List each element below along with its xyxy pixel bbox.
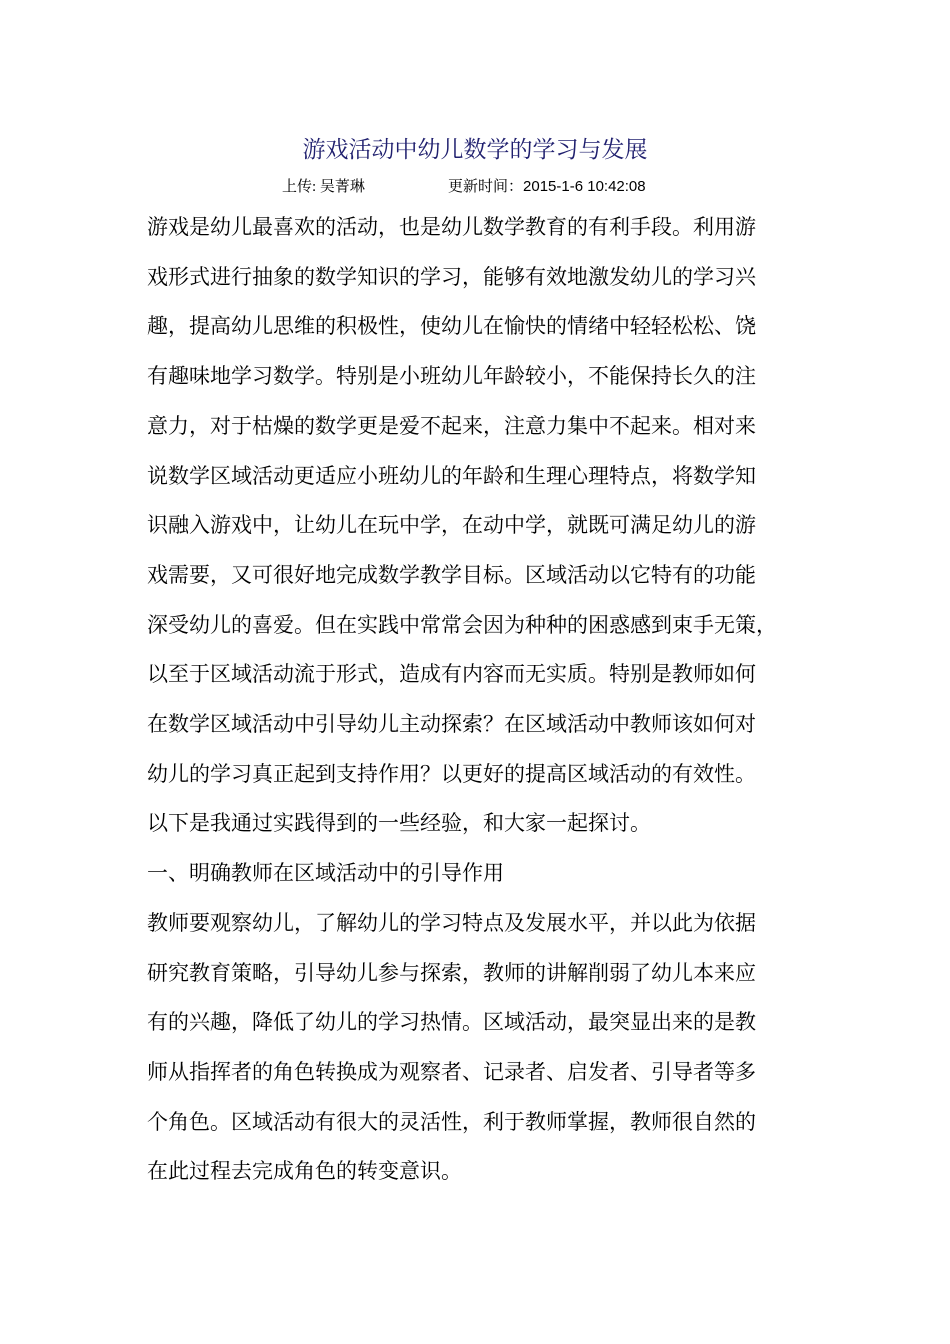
section-heading: 一、明确教师在区域活动中的引导作用 (147, 861, 504, 886)
body-line: 戏形式进行抽象的数学知识的学习，能够有效地激发幼儿的学习兴 (147, 264, 756, 289)
body-line: 在数学区域活动中引导幼儿主动探索？在区域活动中教师该如何对 (147, 712, 756, 737)
body-line: 以下是我通过实践得到的一些经验，和大家一起探讨。 (147, 811, 651, 836)
update-time-value: 2015-1-6 10:42:08 (523, 178, 646, 195)
body-line: 研究教育策略，引导幼儿参与探索，教师的讲解削弱了幼儿本来应 (147, 960, 756, 985)
body-line: 以至于区域活动流于形式，造成有内容而无实质。特别是教师如何 (147, 662, 756, 687)
uploader-info: 上传: 吴菁琳 (282, 179, 365, 195)
body-line: 戏需要，又可很好地完成数学教学目标。区域活动以它特有的功能 (147, 562, 756, 587)
update-time-label: 更新时间： (448, 179, 524, 195)
body-line: 深受幼儿的喜爱。但在实践中常常会因为种种的困惑感到束手无策， (147, 612, 777, 637)
body-line: 意力，对于枯燥的数学更是爱不起来，注意力集中不起来。相对来 (147, 413, 756, 438)
body-line: 有的兴趣，降低了幼儿的学习热情。区域活动，最突显出来的是教 (147, 1010, 756, 1035)
body-line: 有趣味地学习数学。特别是小班幼儿年龄较小，不能保持长久的注 (147, 364, 756, 389)
body-line: 识融入游戏中，让幼儿在玩中学，在动中学，就既可满足幼儿的游 (147, 513, 756, 538)
body-line: 个角色。区域活动有很大的灵活性，利于教师掌握，教师很自然的 (147, 1109, 756, 1134)
body-line: 游戏是幼儿最喜欢的活动，也是幼儿数学教育的有利手段。利用游 (147, 215, 756, 239)
document-body (147, 203, 807, 1197)
body-line: 教师要观察幼儿，了解幼儿的学习特点及发展水平，并以此为依据 (147, 910, 756, 935)
update-time-info (448, 176, 646, 198)
body-line: 在此过程去完成角色的转变意识。 (147, 1159, 462, 1184)
body-line: 说数学区域活动更适应小班幼儿的年龄和生理心理特点，将数学知 (147, 463, 756, 488)
document-title: 游戏活动中幼儿数学的学习与发展 (302, 137, 648, 163)
body-line: 师从指挥者的角色转换成为观察者、记录者、启发者、引导者等多 (147, 1059, 756, 1084)
body-line: 幼儿的学习真正起到支持作用？以更好的提高区域活动的有效性。 (147, 761, 756, 786)
body-line: 趣，提高幼儿思维的积极性，使幼儿在愉快的情绪中轻轻松松、饶 (147, 314, 756, 339)
